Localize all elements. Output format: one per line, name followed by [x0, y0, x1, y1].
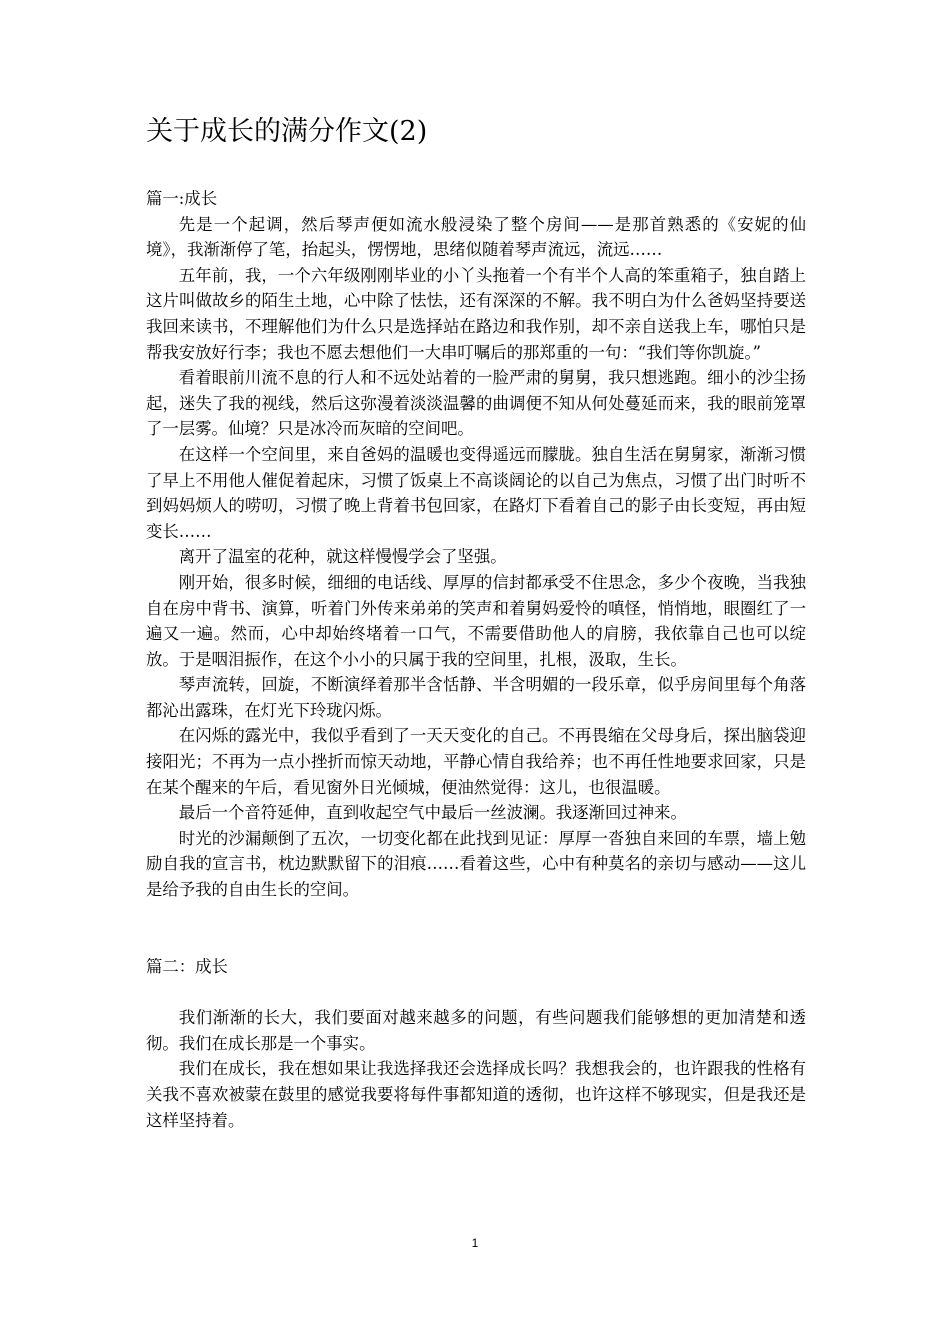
- document-body: [146, 186, 806, 1133]
- paragraph: 看着眼前川流不息的行人和不远处站着的一脸严肃的舅舅，我只想逃跑。细小的沙尘扬起，迷失了我的视线，然后这弥漫着淡淡温馨的曲调便不知从何处蔓延而来，我的眼前笼罩了一层雾。仙境？只是冰冷而灰暗的空间吧。: [146, 368, 806, 439]
- paragraph: 在这样一个空间里，来自爸妈的温暖也变得遥远而朦胧。独自生活在舅舅家，渐渐习惯了早上不用他人催促着起床，习惯了饭桌上不高谈阔论的以自己为焦点，习惯了出门时听不到妈妈烦人的唠叨，习惯了晚上背着书包回家，在路灯下看着自己的影子由长变短，再由短变长……: [146, 444, 806, 541]
- paragraph: 离开了温室的花种，就这样慢慢学会了坚强。: [178, 547, 507, 567]
- section-heading-1: 篇一:成长: [146, 189, 218, 208]
- paragraph: 我们在成长，我在想如果让我选择我还会选择成长吗？我想我会的，也许跟我的性格有关我不喜欢被蒙在鼓里的感觉我要将每件事都知道的透彻，也许这样不够现实，但是我还是这样坚持着。: [146, 1059, 806, 1130]
- paragraph: 琴声流转，回旋，不断演绎着那半含恬静、半含明媚的一段乐章，似乎房间里每个角落都沁出露珠，在灯光下玲珑闪烁。: [146, 675, 806, 720]
- paragraph: 时光的沙漏颠倒了五次，一切变化都在此找到见证：厚厚一沓独自来回的车票，墙上勉励自我的宣言书，枕边默默留下的泪痕……看着这些，心中有种莫名的亲切与感动——这儿是给予我的自由生长的空间。: [146, 828, 806, 900]
- paragraph: 先是一个起调，然后琴声便如流水般浸染了整个房间——是那首熟悉的《安妮的仙境》，我渐渐停了笔，抬起头，愣愣地，思绪似随着琴声流远，流远……: [146, 214, 806, 260]
- paragraph: 最后一个音符延伸，直到收起空气中最后一丝波澜。我逐渐回过神来。: [178, 803, 687, 823]
- section-heading-2: 篇二：成长: [146, 956, 228, 976]
- document-title: 关于成长的满分作文(2): [146, 116, 428, 147]
- page-number: 1: [471, 1236, 479, 1250]
- paragraph: 五年前，我，一个六年级刚刚毕业的小丫头拖着一个有半个人高的笨重箱子，独自踏上这片叫做故乡的陌生土地，心中除了怯怯，还有深深的不解。我不明白为什么爸妈坚持要送我回来读书，不理解他们为什么只是选择站在路边和我作别，却不亲自送我上车，哪怕只是帮我安放好行李；我也不愿去想他们一大串叮嘱后的那郑重的一句：“我们等你凯旋。”: [146, 265, 806, 362]
- paragraph: 我们渐渐的长大，我们要面对越来越多的问题，有些问题我们能够想的更加清楚和透彻。我们在成长那是一个事实。: [146, 1008, 806, 1053]
- paragraph: 在闪烁的露光中，我似乎看到了一天天变化的自己。不再畏缩在父母身后，探出脑袋迎接阳光；不再为一点小挫折而惊天动地，平静心情自我给养；也不再任性地要求回家，只是在某个醒来的午后，看见窗外日光倾城，便油然觉得：这儿，也很温暖。: [146, 726, 806, 797]
- paragraph: 刚开始，很多时候，细细的电话线、厚厚的信封都承受不住思念，多少个夜晚，当我独自在房中背书、演算，听着门外传来弟弟的笑声和着舅妈爱怜的嗔怪，悄悄地，眼圈红了一遍又一遍。然而，心中却始终堵着一口气，不需要借助他人的肩膀，我依靠自己也可以绽放。于是咽泪振作，在这个小小的只属于我的空间里，扎根，汲取，生长。: [146, 572, 806, 669]
- section-spacer: [146, 979, 806, 1005]
- section-spacer: [146, 903, 806, 954]
